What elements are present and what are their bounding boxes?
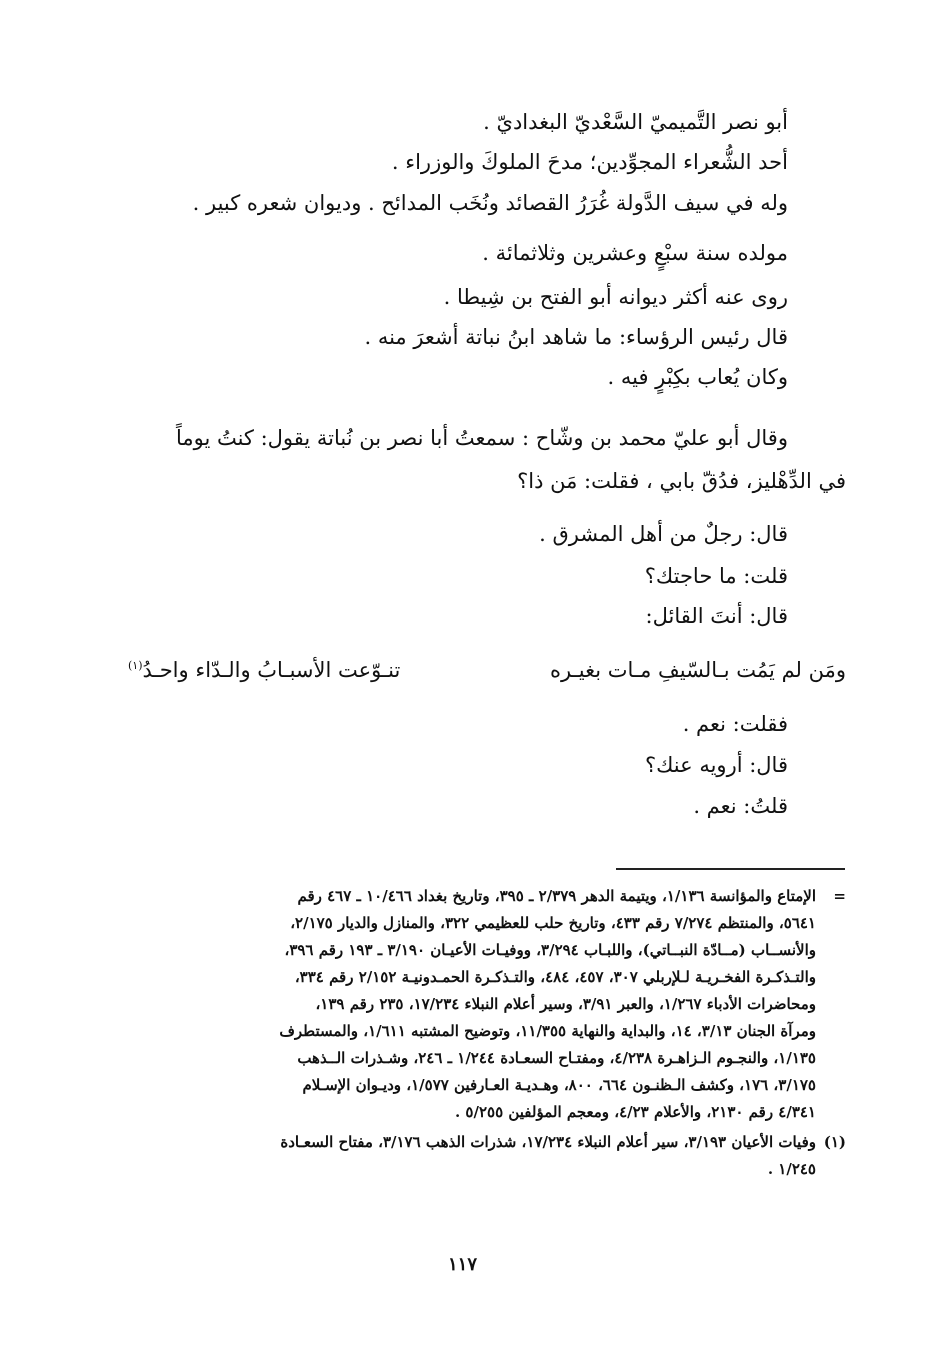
text-line: مولده سنة سبْعٍ وعشرين وثلاثمائة .: [482, 241, 788, 265]
footnote-line: ١/٢٤٥ .: [767, 1160, 816, 1178]
text-line: قال رئيس الرؤساء: ما شاهد ابنُ نباتة أشعرَ منه .: [364, 325, 788, 349]
text-line: قلتُ: نعم .: [693, 794, 788, 818]
text-line: وله في سيف الدَّولة غُرَرُ القصائد ونُخَب المدائح . وديوان شعره كبير .: [192, 191, 788, 215]
footnote-line: والتـذكـرة الفخـريـة لـلإربلي ٣٠٧، ٤٥٧، ٤٨٤، والتـذكـرة الحمـدونيـة ٢/١٥٢ رقم ٣٣٤،: [294, 968, 816, 986]
footnote-line: وفيات الأعيان ٣/١٩٣، سير أعلام النبلاء ١٧/٢٣٤، شذرات الذهب ٣/١٧٦، مفتاح السعـادة: [280, 1133, 816, 1151]
footnote-number: (١): [823, 1133, 846, 1151]
footnote-line: ٣/١٧٥، ١٧٦، وكشف الـظنـون ٦٦٤، ٨٠٠، وهـديـة العـارفين ١/٥٧٧، وديـوان الإسـلام: [302, 1076, 816, 1094]
footnote-separator: [616, 868, 845, 870]
text-line: قلت: ما حاجتك؟: [644, 564, 788, 588]
text-line: روى عنه أكثر ديوانه أبو الفتح بن شِيطا .: [443, 285, 788, 309]
text-line: في الدِّهْليز، فدُقّ بابي ، فقلت: مَن ذا؟: [517, 469, 846, 493]
verse-second-hemistich-text: تنـوّعت الأسبـابُ والـدّاء واحـدُ: [142, 658, 401, 682]
footnote-line: ومحاضرات الأدباء ١/٢٦٧، والعبر ٣/٩١، وسير أعلام النبلاء ١٧/٢٣٤، ٢٣٥ رقم ١٣٩،: [315, 995, 816, 1013]
text-line: قال: أنتَ القائل:: [645, 604, 788, 628]
verse-first-hemistich: ومَن لم يَمُت بـالسّيفِ مـات بغيـره: [550, 658, 846, 682]
footnote-line: والأنســاب (مــادّة النبــاتي)، واللبـاب ٣/٢٩٤، ووفيـات الأعيـان ٣/١٩٠ ـ ١٩٣ رقم ٣٩٦،: [284, 941, 816, 959]
verse-second-hemistich: [128, 660, 400, 681]
footnote-line: ٥٦٤١، والمنتظم ٧/٢٧٤ رقم ٤٣٣، وتاريخ حلب للعظيمي ٣٢٢، والمنازل والديار ٢/١٧٥،: [290, 914, 816, 932]
footnote-line: ٤/٣٤١ رقم ٢١٣٠، والأعلام ٤/٢٣، ومعجم المؤلفين ٥/٢٥٥ .: [454, 1103, 816, 1121]
footnote-continuation-marker: =: [833, 887, 846, 905]
text-line: قال: أرويه عنك؟: [644, 753, 788, 777]
footnote-line: ومرآة الجنان ٣/١٣، ١٤، والبداية والنهاية ١١/٣٥٥، وتوضيح المشتبه ١/٦١١، والمستطرف: [279, 1022, 816, 1040]
text-line: وكان يُعاب بكِبْرٍ فيه .: [607, 365, 788, 389]
footnote-line: الإمتاع والمؤانسة ١/١٣٦، ويتيمة الدهر ٢/٣٧٩ ـ ٣٩٥، وتاريخ بغداد ١٠/٤٦٦ ـ ٤٦٧ رقم: [297, 887, 816, 905]
footnote-line: ١/١٣٥، والنجـوم الـزاهـرة ٤/٢٣٨، ومفتـاح السعـادة ١/٢٤٤ ـ ٢٤٦، وشـذرات الــذهب: [297, 1049, 816, 1067]
page-number: ١١٧: [448, 1254, 478, 1275]
text-line: أحد الشُّعراء المجوِّدين؛ مدحَ الملوكَ والوزراء .: [391, 150, 788, 174]
footnote-marker: (١): [128, 659, 143, 672]
text-line: قال: رجلٌ من أهل المشرق .: [539, 522, 788, 546]
text-line: فقلت: نعم .: [682, 712, 788, 736]
text-line: وقال أبو عليّ محمد بن وشّاح : سمعتُ أبا نصر بن نُباتة يقول: كنتُ يوماً: [175, 426, 788, 450]
text-line: أبو نصر التَّميميّ السَّعْديّ البغداديّ .: [483, 110, 788, 134]
